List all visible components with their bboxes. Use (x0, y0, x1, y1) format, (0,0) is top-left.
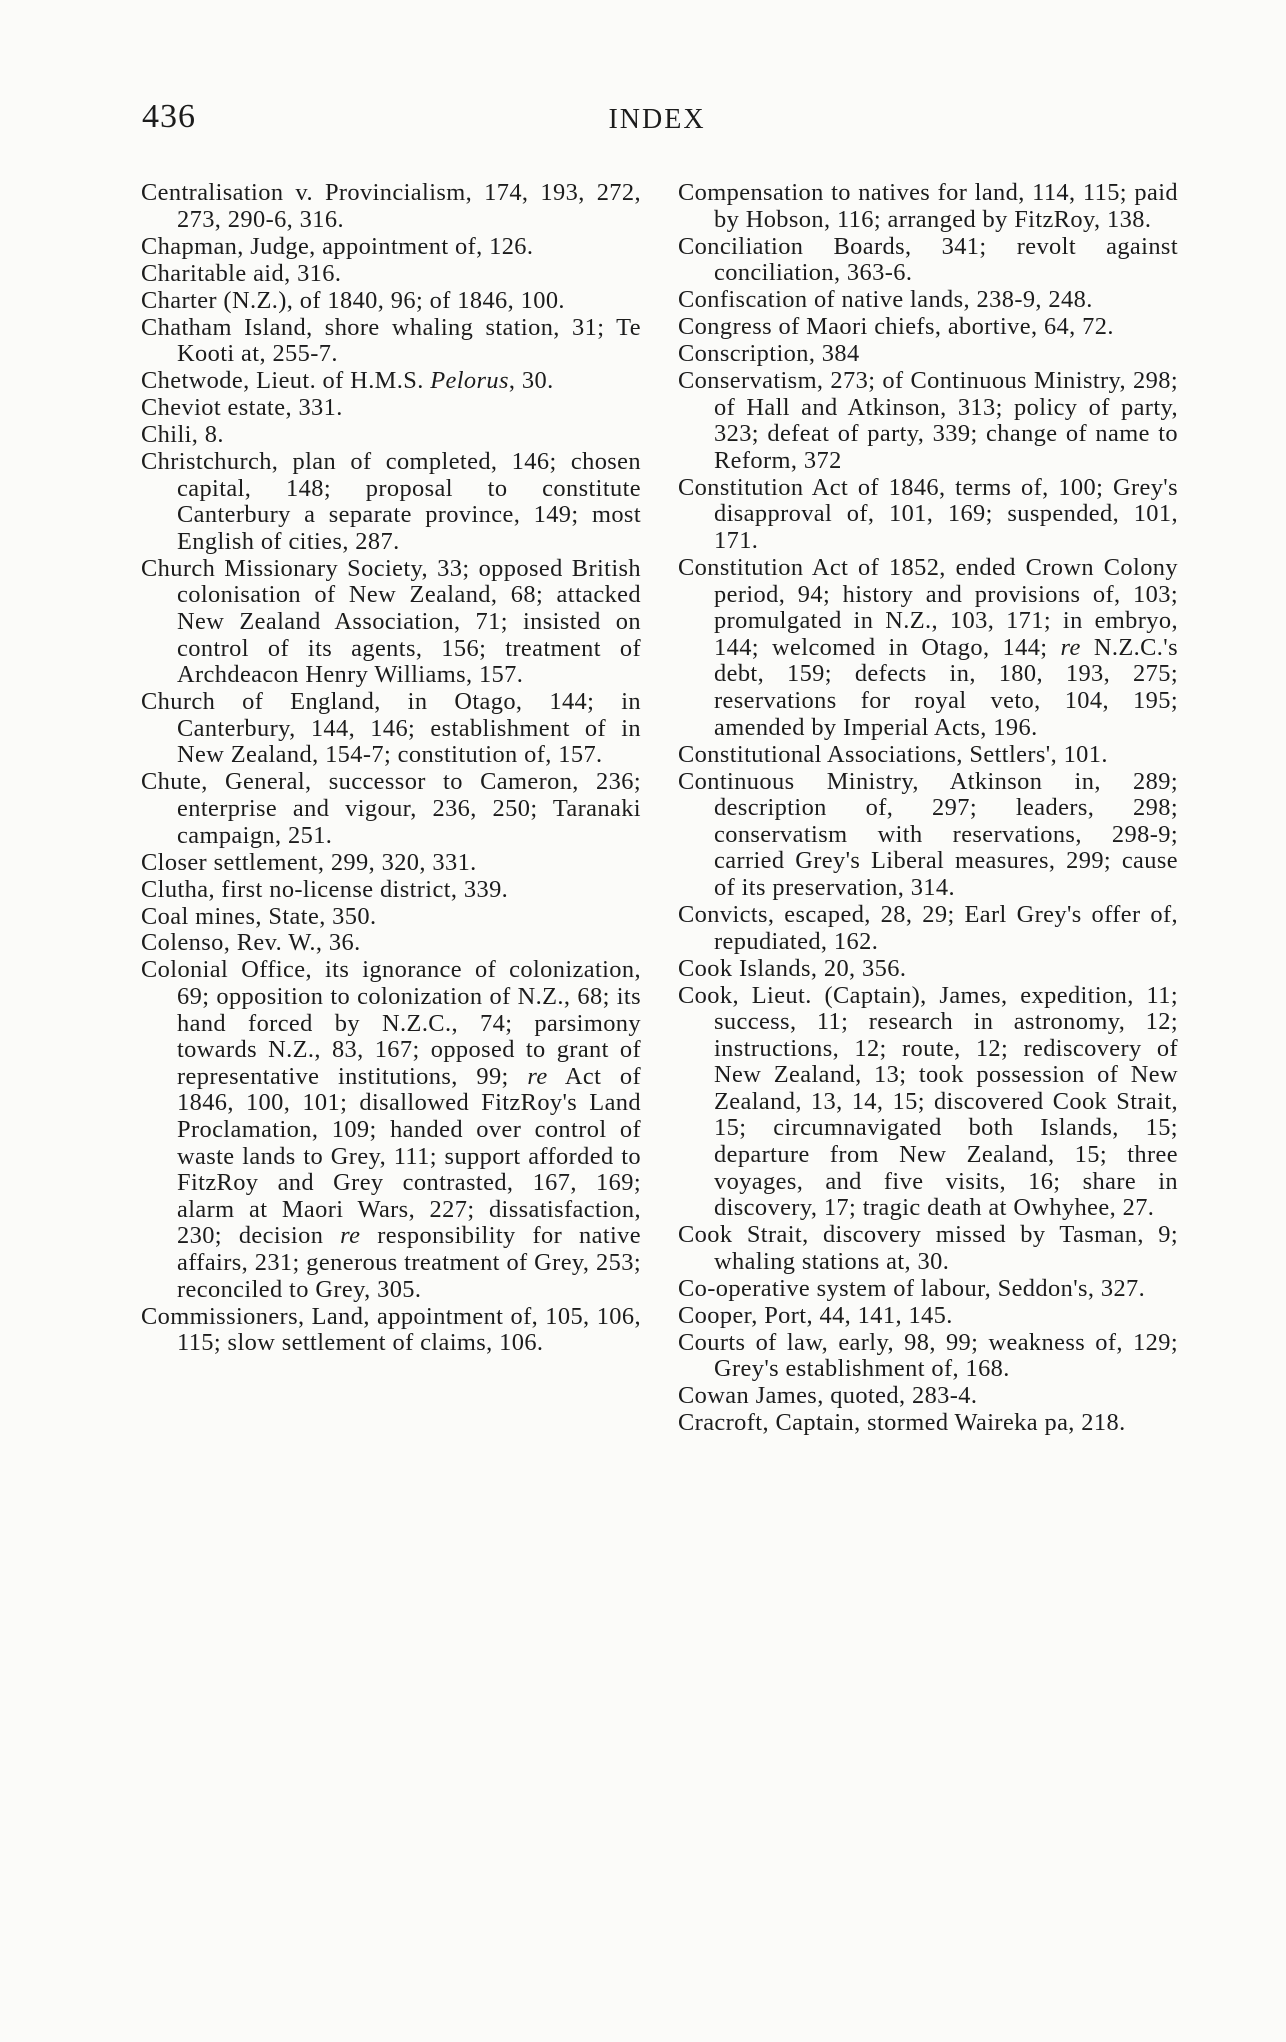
index-entry (141, 689, 641, 769)
entry-text: Commissioners, Land, appointment of, 105, 106, 115; slow settlement of claims, 106. (141, 1302, 641, 1357)
page-header (142, 98, 1172, 142)
entry-italic-text: Pelorus (430, 367, 509, 395)
entry-text: Congress of Maori chiefs, abortive, 64, 72. (678, 313, 1114, 341)
index-entry (141, 1304, 641, 1357)
entry-text: Cowan James, quoted, 283-4. (678, 1382, 978, 1410)
entry-text: Clutha, first no-license district, 339. (141, 875, 509, 903)
entry-text: responsibility for native affairs, 231; generous treatment of Grey, 253; reconciled to Grey, 305. (177, 1222, 641, 1303)
entry-text: Confiscation of native lands, 238-9, 248. (678, 286, 1093, 314)
index-entry (678, 1330, 1178, 1383)
index-entry (141, 422, 641, 449)
index-entry (678, 742, 1178, 769)
entry-text: Constitution Act of 1852, ended Crown Colony period, 94; history and provisions of, 103; promulgated in N.Z., 103, 171; in embryo, 144; welcomed in Otago, 144; (678, 554, 1178, 661)
index-entry (141, 930, 641, 957)
index-entry (141, 877, 641, 904)
index-entry (141, 850, 641, 877)
page-number: 436 (142, 98, 196, 135)
entry-italic-text: re (1060, 633, 1081, 661)
entry-text: Compensation to natives for land, 114, 115; paid by Hobson, 116; arranged by FitzRoy, 138. (678, 179, 1178, 233)
index-entry (141, 315, 641, 368)
index-entry (678, 983, 1178, 1222)
index-entry (678, 475, 1178, 555)
index-column-right (678, 180, 1178, 1437)
index-entry (678, 180, 1178, 233)
entry-text: Closer settlement, 299, 320, 331. (141, 848, 477, 876)
index-entry (678, 368, 1178, 474)
index-entry (678, 956, 1178, 983)
index-entry (678, 287, 1178, 314)
entry-text: , 30. (508, 367, 554, 395)
entry-text: Chetwode, Lieut. of H.M.S. (141, 367, 431, 395)
index-entry (141, 556, 641, 689)
index-entry (678, 1383, 1178, 1410)
entry-text: Centralisation v. Provincialism, 174, 193, 272, 273, 290-6, 316. (141, 179, 641, 233)
entry-text: Constitution Act of 1846, terms of, 100; Grey's disapproval of, 101, 169; suspended, 101, 171. (678, 473, 1178, 555)
index-entry (141, 368, 641, 395)
entry-text: Continuous Ministry, Atkinson in, 289; description of, 297; leaders, 298; conservatism with reservations, 298-9; carried Grey's Liberal measures, 299; cause of its preservation, 314. (678, 767, 1178, 901)
index-entry (678, 314, 1178, 341)
index-entry (141, 288, 641, 315)
entry-text: Cook Strait, discovery missed by Tasman, 9; whaling stations at, 30. (678, 1221, 1178, 1275)
entry-text: Chatham Island, shore whaling station, 31; Te Kooti at, 255-7. (141, 313, 641, 368)
entry-text: Charitable aid, 316. (141, 259, 342, 287)
entry-text: Co-operative system of labour, Seddon's, 327. (678, 1274, 1146, 1302)
index-entry (678, 1276, 1178, 1303)
entry-text: N.Z.C.'s debt, 159; defects in, 180, 193, 275; reservations for royal veto, 104, 195; amended by Imperial Acts, 196. (714, 633, 1178, 741)
entry-text: Christchurch, plan of completed, 146; chosen capital, 148; proposal to constitute Canterbury a separate province, 149; most English of cities, 287. (141, 448, 641, 555)
entry-text: Cracroft, Captain, stormed Waireka pa, 218. (678, 1409, 1126, 1437)
index-entry (141, 769, 641, 849)
entry-italic-text: re (340, 1222, 361, 1250)
index-entry (141, 261, 641, 288)
entry-text: Church of England, in Otago, 144; in Canterbury, 144, 146; establishment of in New Zealand, 154-7; constitution of, 157. (141, 688, 641, 769)
entry-text: Charter (N.Z.), of 1840, 96; of 1846, 100. (141, 286, 565, 314)
index-entry (141, 904, 641, 931)
index-entry (678, 902, 1178, 955)
index-entry (678, 341, 1178, 368)
entry-text: Constitutional Associations, Settlers', 101. (678, 740, 1108, 768)
entry-text: Act of 1846, 100, 101; disallowed FitzRoy's Land Proclamation, 109; handed over control of waste lands to Grey, 111; support afforded to FitzRoy and Grey contrasted, 167, 169; alarm at Maori Wars, 227; dissatisfaction, 230; decision (177, 1062, 641, 1250)
index-entry (141, 449, 641, 555)
entry-text: Chute, General, successor to Cameron, 236; enterprise and vigour, 236, 250; Taranaki campaign, 251. (141, 768, 641, 849)
entry-text: Cook Islands, 20, 356. (678, 954, 907, 982)
index-entry (141, 957, 641, 1303)
entry-text: Convicts, escaped, 28, 29; Earl Grey's offer of, repudiated, 162. (678, 900, 1178, 955)
index-entry (141, 234, 641, 261)
index-entry (678, 1410, 1178, 1437)
entry-text: Conciliation Boards, 341; revolt against conciliation, 363-6. (678, 232, 1178, 287)
entry-text: Chapman, Judge, appointment of, 126. (141, 232, 534, 260)
entry-text: Coal mines, State, 350. (141, 902, 377, 930)
running-title: INDEX (608, 104, 706, 135)
entry-text: Church Missionary Society, 33; opposed British colonisation of New Zealand, 68; attacked New Zealand Association, 71; insisted on control of its agents, 156; treatment of Archdeacon Henry Williams, 157. (141, 554, 641, 689)
index-entry (141, 180, 641, 233)
index-entry (678, 769, 1178, 902)
entry-text: Chili, 8. (141, 421, 224, 449)
entry-text: Cook, Lieut. (Captain), James, expedition, 11; success, 11; research in astronomy, 12; instructions, 12; route, 12; rediscovery of New Zealand, 13; took possession of New Zealand, 13, 14, 15; discovered Cook Strait, 15; circumnavigated both Islands, 15; departure from New Zealand, 15; three voyages, and five visits, 16; share in discovery, 17; tragic death at Owhyhee, 27. (678, 981, 1178, 1222)
index-entry (141, 395, 641, 422)
entry-text: Cheviot estate, 331. (141, 394, 343, 422)
entry-text: Cooper, Port, 44, 141, 145. (678, 1301, 953, 1329)
index-entry (678, 1222, 1178, 1275)
entry-text: Courts of law, early, 98, 99; weakness of, 129; Grey's establishment of, 168. (678, 1328, 1178, 1383)
entry-text: Conservatism, 273; of Continuous Ministry, 298; of Hall and Atkinson, 313; policy of party, 323; defeat of party, 339; change of name to Reform, 372 (678, 367, 1178, 474)
index-entry (678, 1303, 1178, 1330)
entry-text: Conscription, 384 (678, 340, 860, 368)
index-column-left (141, 180, 641, 1357)
entry-italic-text: re (527, 1062, 548, 1090)
index-entry (678, 555, 1178, 741)
entry-text: Colenso, Rev. W., 36. (141, 929, 361, 957)
entry-text: Colonial Office, its ignorance of colonization, 69; opposition to colonization of N.Z., 68; its hand forced by N.Z.C., 74; parsimony towards N.Z., 83, 167; opposed to grant of representative institutions, 99; (141, 956, 641, 1090)
index-entry (678, 234, 1178, 287)
